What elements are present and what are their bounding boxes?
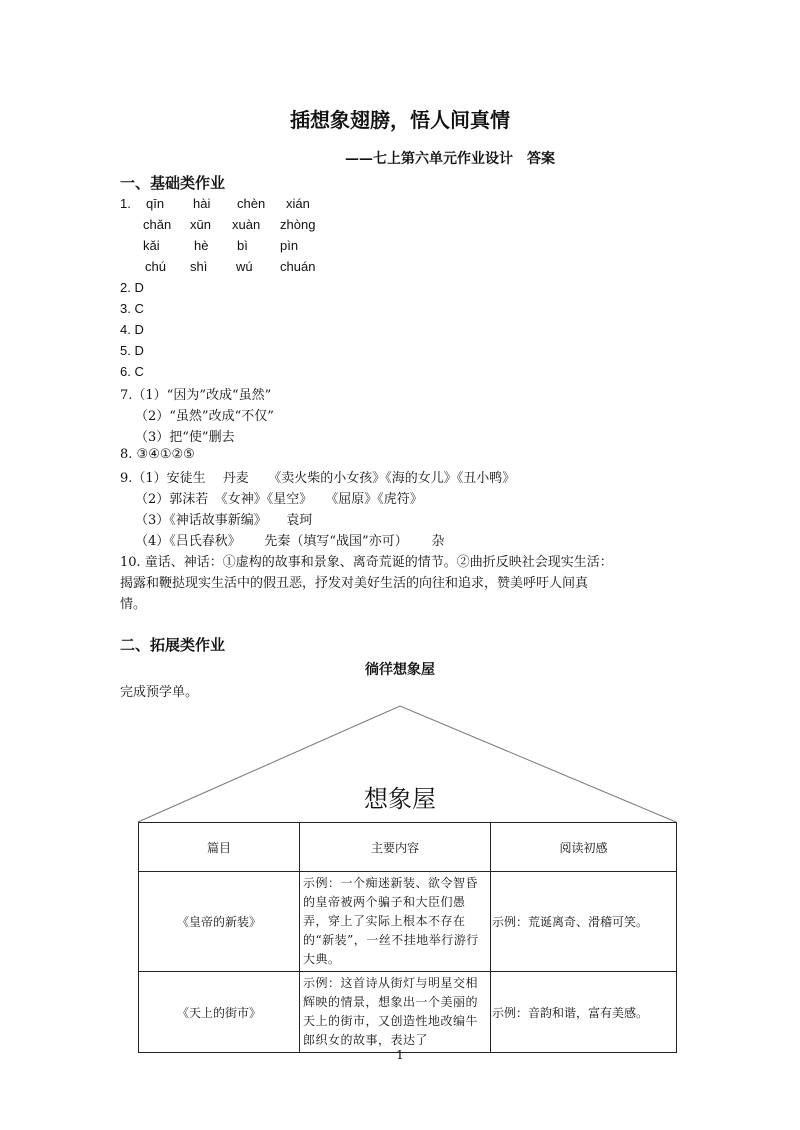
instruction-text: 完成预学单。 [120,685,199,700]
reading-table [138,822,677,1053]
pinyin: hè [194,238,209,253]
answer-q6: 6. C [120,364,144,379]
pinyin: shì [190,259,208,274]
house-title: 想象屋 [364,785,436,813]
table-header-row [139,823,677,872]
pinyin: qīn [146,196,165,211]
answer-q5: 5. D [120,343,144,358]
answer-q3: 3. C [120,301,144,316]
section-heading-extension: 二、拓展类作业 [120,636,226,654]
answer-q9-1: 9.（1）安徒生 丹麦 《卖火柴的小女孩》《海的女儿》《丑小鸭》 [120,471,516,486]
pinyin: chuán [280,259,316,274]
column-header: 篇目 [139,823,300,872]
answer-q2: 2. D [120,280,144,295]
main-content: 示例：这首诗从街灯与明星交相辉映的情景，想象出一个美丽的天上的街市，又创造性地改编牛郎织女的故事，表达了 [300,972,491,1053]
answer-q9-4: （4）《吕氏春秋》 先秦（填写“战国”亦可） 杂 [135,534,445,549]
pinyin: bì [237,238,248,253]
answer-q10-line3: 情。 [120,597,147,612]
work-title: 《天上的街市》 [139,972,300,1053]
column-header: 主要内容 [300,823,491,872]
answer-q7-3: （3）把“使”删去 [135,430,235,445]
pinyin: zhòng [280,217,316,232]
pinyin: chú [145,259,166,274]
section-subheading: 徜徉想象屋 [365,662,435,678]
pinyin: wú [236,259,253,274]
answer-q10-line2: 揭露和鞭挞现实生活中的假丑恶，抒发对美好生活的向往和追求，赞美呼吁人间真 [120,576,589,591]
page-subtitle: ——七上第六单元作业设计 答案 [345,151,555,167]
answer-q7-1: 7.（1）“因为”改成“虽然” [120,388,272,403]
reading-impression: 示例：荒诞离奇、滑稽可笑。 [491,872,677,972]
pinyin: xuàn [232,217,261,232]
q1-number: 1. [120,196,131,211]
pinyin: pìn [280,238,299,253]
column-header: 阅读初感 [491,823,677,872]
answer-q9-3: （3）《神话故事新编》 袁珂 [135,513,313,528]
pinyin: chèn [237,196,266,211]
pinyin: xián [286,196,310,211]
section-heading-basic: 一、基础类作业 [120,174,226,192]
page-number: 1 [396,1048,404,1062]
main-content: 示例：一个痴迷新装、欲令智昏的皇帝被两个骗子和大臣们愚弄，穿上了实际上根本不存在的“新装”，一丝不挂地举行游行大典。 [300,872,491,972]
answer-q7-2: （2）“虽然”改成“不仅” [135,409,274,424]
pinyin: hài [193,196,211,211]
work-title: 《皇帝的新装》 [139,872,300,972]
answer-q4: 4. D [120,322,144,337]
pinyin: chǎn [143,217,172,232]
answer-q9-2: （2）郭沫若 《女神》《星空》 《屈原》《虎符》 [135,492,423,507]
answer-q10-line1: 10. 童话、神话：①虚构的故事和景象、离奇荒诞的情节。②曲折反映社会现实生活： [120,555,613,570]
pinyin: kǎi [143,238,160,253]
answer-q8: 8. ③④①②⑤ [120,447,195,462]
table-row [139,972,677,1053]
page-title: 插想象翅膀，悟人间真情 [290,108,510,132]
table-row [139,872,677,972]
reading-impression: 示例：音韵和谐，富有美感。 [491,972,677,1053]
pinyin: xūn [190,217,211,232]
